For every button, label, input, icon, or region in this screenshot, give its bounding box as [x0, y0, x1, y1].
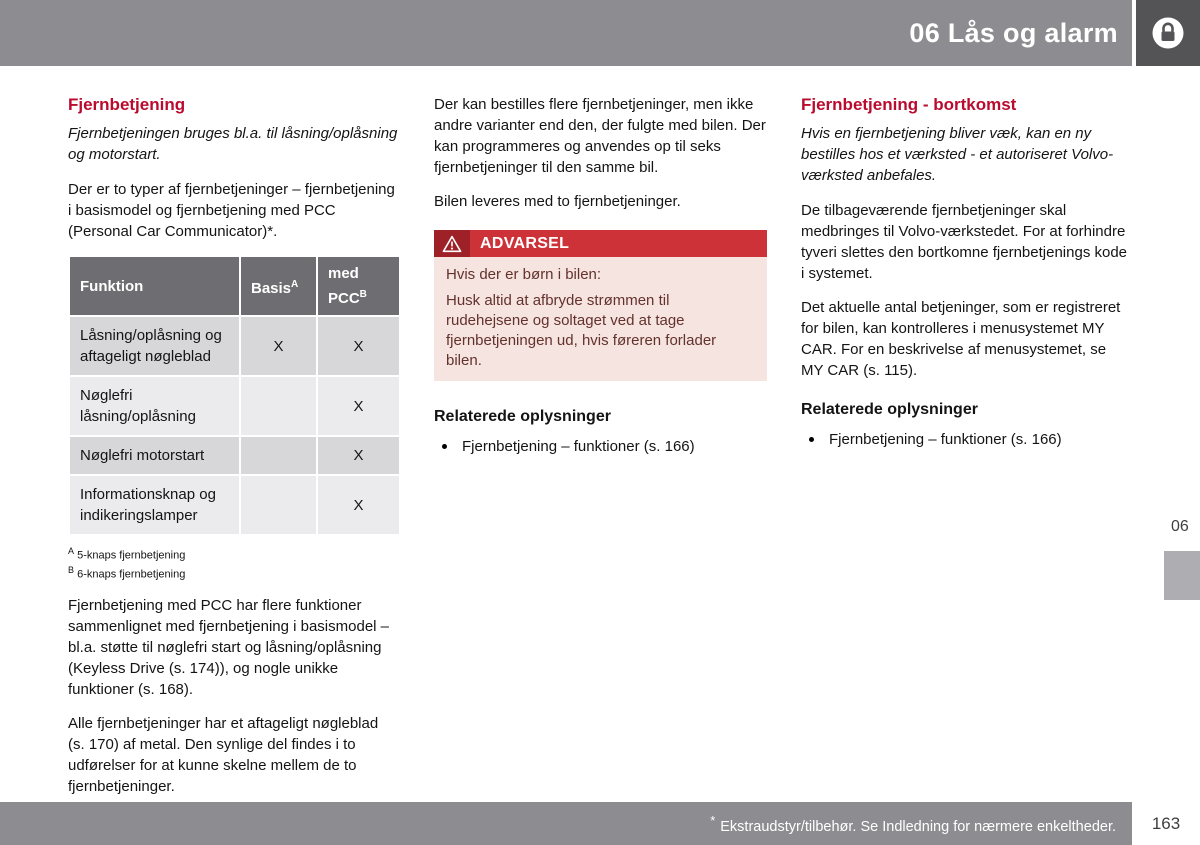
table-row — [69, 316, 400, 376]
chapter-tab-marker — [1164, 551, 1200, 600]
column-right — [801, 94, 1131, 450]
chapter-tab-label: 06 — [1171, 518, 1189, 535]
footer-note-text: Ekstraudstyr/tilbehør. Se Indledning for nærmere enkeltheder. — [720, 818, 1116, 835]
footnote-text: 5-knaps fjernbetjening — [77, 549, 186, 562]
paragraph: Alle fjernbetjeninger har et aftageligt nøgleblad (s. 170) af metal. Den synlige del findes i to udførelser for at kunne skelne mellem de to fjernbetjeninger. — [68, 715, 379, 796]
related-info-heading: Relaterede oplysninger — [434, 408, 611, 425]
column-left — [68, 94, 399, 810]
related-info-heading: Relaterede oplysninger — [801, 401, 978, 418]
paragraph: Bilen leveres med to fjernbetjeninger. — [434, 193, 681, 210]
function-label: Låsning/oplåsning og aftageligt nøgleblad — [69, 316, 240, 376]
function-label: Nøglefri låsning/oplåsning — [69, 376, 240, 436]
footnote-marker: A — [291, 278, 299, 290]
footer-note — [710, 813, 1116, 835]
warning-paragraph: Hvis der er børn i bilen: — [446, 266, 602, 283]
section-heading-bortkomst: Fjernbetjening - bortkomst — [801, 95, 1017, 114]
column-header-funktion — [69, 256, 240, 316]
pcc-value: X — [317, 436, 400, 475]
warning-icon-box — [434, 230, 470, 257]
basis-value: X — [240, 316, 317, 376]
column-header-label: Funktion — [80, 277, 144, 295]
function-table — [68, 255, 401, 536]
asterisk-marker: * — [710, 812, 716, 828]
table-row — [69, 475, 400, 535]
related-info-item — [434, 436, 767, 457]
table-footnote — [68, 544, 399, 563]
column-middle — [434, 94, 767, 457]
warning-box — [434, 230, 767, 381]
related-info-text: Fjernbetjening – funktioner (s. 166) — [462, 438, 695, 455]
pcc-value: X — [317, 316, 400, 376]
page-number: 163 — [1151, 813, 1181, 833]
pcc-value: X — [317, 376, 400, 436]
footnote-text: 6-knaps fjernbetjening — [77, 568, 186, 581]
chapter-title: 06 Lås og alarm — [909, 17, 1118, 48]
lead-paragraph: Hvis en fjernbetjening bliver væk, kan en ny bestilles hos et værksted - et autoriseret Volvo-værksted anbefales. — [801, 125, 1114, 184]
column-header-label: med PCC — [328, 265, 360, 307]
table-header-row — [69, 256, 400, 316]
warning-title: ADVARSEL — [480, 235, 570, 252]
paragraph: Det aktuelle antal betjeninger, som er registreret for bilen, kan kontrolleres i menusystemet MY CAR. For en beskrivelse af menusystemet, se MY CAR (s. 115). — [801, 299, 1121, 379]
section-heading-fjernbetjening: Fjernbetjening — [68, 95, 186, 114]
paragraph: De tilbageværende fjernbetjeninger skal medbringes til Volvo-værkstedet. For at forhindre tyveri slettes den bortkomne fjernbetjenings kode i systemet. — [801, 202, 1128, 282]
column-header-basis — [240, 256, 317, 316]
related-info-item — [801, 429, 1131, 450]
paragraph: Fjernbetjening med PCC har flere funktioner sammenlignet med fjernbetjening i basismodel – bl.a. støtte til nøglefri start og låsning/oplåsning (Keyless Drive (s. 174)), og nogle unikke funktioner (s. 168). — [68, 597, 390, 699]
bullet-icon — [809, 437, 814, 442]
page-header — [0, 0, 1132, 66]
padlock-icon — [1150, 15, 1186, 51]
column-header-med-pcc — [317, 256, 400, 316]
footnote-marker: B — [359, 289, 367, 300]
bullet-icon — [442, 444, 447, 449]
warning-triangle-icon — [442, 235, 462, 253]
table-footnote — [68, 563, 399, 582]
table-row — [69, 376, 400, 436]
paragraph: Der kan bestilles flere fjernbetjeninger, men ikke andre varianter end den, der fulgte med bilen. Der kan programmeres og anvendes op til seks fjernbetjeninger til den samme bil. — [434, 96, 766, 176]
basis-value — [240, 376, 317, 436]
warning-header — [434, 230, 767, 257]
pcc-value: X — [317, 475, 400, 535]
lead-paragraph: Fjernbetjeningen bruges bl.a. til låsning/oplåsning og motorstart. — [68, 125, 398, 163]
warning-body — [434, 257, 767, 381]
basis-value — [240, 475, 317, 535]
footnote-marker: B — [68, 564, 75, 575]
basis-value — [240, 436, 317, 475]
function-label: Informationsknap og indikeringslamper — [69, 475, 240, 535]
table-footnotes — [68, 544, 399, 581]
footnote-marker: A — [68, 546, 75, 556]
warning-paragraph: Husk altid at afbryde strømmen til rudehejsene og soltaget ved at tage fjernbetjeningen ud, hvis føreren forlader bilen. — [446, 292, 717, 369]
footer-bar — [0, 802, 1132, 845]
paragraph: Der er to typer af fjernbetjeninger – fjernbetjening i basismodel og fjernbetjening med PCC (Personal Car Communicator)*. — [68, 181, 395, 240]
chapter-icon-box — [1136, 0, 1200, 66]
related-info-text: Fjernbetjening – funktioner (s. 166) — [829, 431, 1062, 448]
column-header-label: Basis — [251, 279, 292, 297]
table-row — [69, 436, 400, 475]
function-label: Nøglefri motorstart — [69, 436, 240, 475]
